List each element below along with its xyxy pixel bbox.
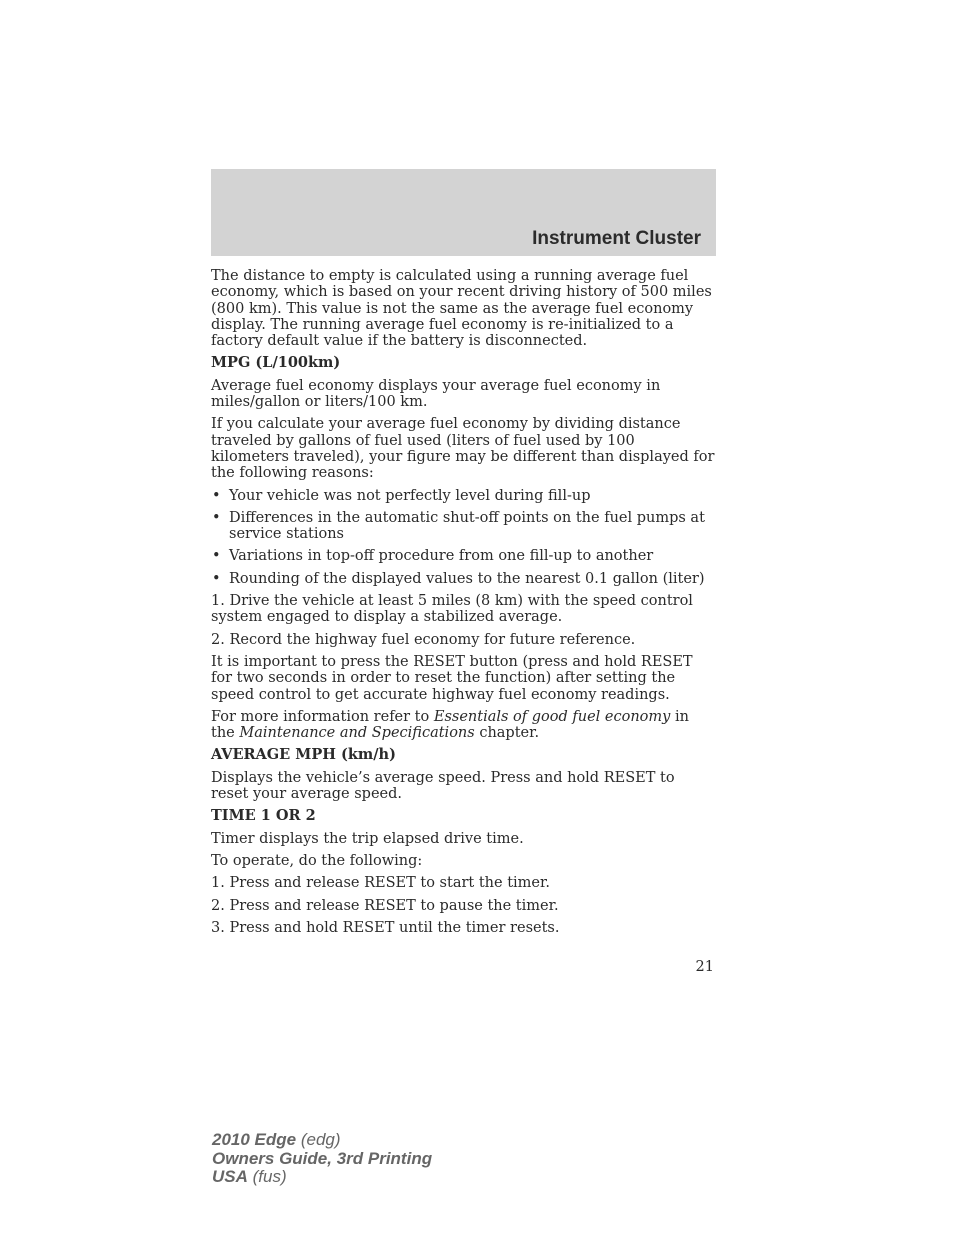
section-header-band — [211, 169, 716, 256]
list-item — [211, 548, 716, 564]
list-item-text: Rounding of the displayed values to the nearest 0.1 gallon (liter) — [229, 570, 705, 587]
more-info-middle: in the — [211, 708, 689, 742]
list-item — [211, 488, 716, 504]
page-number: 21 — [695, 959, 714, 975]
more-info-suffix: chapter. — [474, 725, 540, 742]
bullet: • — [212, 509, 221, 526]
bullet: • — [212, 570, 221, 587]
list-item-text: Differences in the automatic shut-off points on the fuel pumps at service stations — [229, 509, 705, 543]
mpg-paragraph-1: Average fuel economy displays your average fuel economy in miles/gallon or liters/100 km. — [211, 377, 661, 411]
list-item-text: Your vehicle was not perfectly level during fill-up — [229, 487, 591, 504]
footer-region-code: (fus) — [247, 1167, 287, 1186]
footer-region: USA — [212, 1167, 248, 1186]
footer-model: 2010 Edge — [212, 1130, 297, 1149]
timer-paragraph-1: Timer displays the trip elapsed drive time. — [211, 830, 524, 847]
page-content — [211, 268, 716, 942]
more-info-paragraph — [211, 709, 716, 742]
timer-heading: TIME 1 OR 2 — [211, 807, 316, 825]
footer-model-line — [212, 1131, 432, 1150]
average-speed-paragraph: Displays the vehicle’s average speed. Press and hold RESET to reset your average speed. — [211, 769, 675, 803]
more-info-reference-2: Maintenance and Specifications — [239, 725, 475, 742]
timer-step-3: 3. Press and hold RESET until the timer resets. — [211, 919, 560, 936]
bullet: • — [212, 548, 221, 565]
timer-step-1: 1. Press and release RESET to start the timer. — [211, 875, 550, 892]
section-title: Instrument Cluster — [532, 228, 701, 249]
step-1: 1. Drive the vehicle at least 5 miles (8 km) with the speed control system engaged to display a stabilized average. — [211, 593, 693, 626]
list-item-text: Variations in top-off procedure from one fill-up to another — [229, 548, 654, 565]
timer-step-2: 2. Press and release RESET to pause the timer. — [211, 897, 559, 914]
more-info-reference-1: Essentials of good fuel economy — [433, 708, 671, 725]
document-footer — [212, 1131, 432, 1187]
mpg-heading: MPG (L/100km) — [211, 354, 341, 372]
reasons-list — [211, 488, 716, 587]
footer-region-line — [212, 1168, 432, 1187]
intro-paragraph: The distance to empty is calculated using a running average fuel economy, which is based on your recent driving history of 500 miles (800 km). This value is not the same as the average fuel economy display. The running average fuel economy is re-initialized to a factory default value if the battery is disconnected. — [211, 268, 712, 350]
average-speed-heading: AVERAGE MPH (km/h) — [211, 746, 396, 764]
footer-edition: Owners Guide, 3rd Printing — [212, 1148, 433, 1168]
timer-paragraph-2: To operate, do the following: — [211, 852, 423, 869]
more-info-prefix: For more information refer to — [211, 708, 434, 725]
bullet: • — [212, 487, 221, 504]
list-item — [211, 510, 716, 543]
footer-model-code: (edg) — [296, 1130, 341, 1149]
step-2: 2. Record the highway fuel economy for future reference. — [211, 631, 636, 648]
list-item — [211, 571, 716, 587]
reset-note: It is important to press the RESET button (press and hold RESET for two seconds in order to reset the function) after setting the speed control to get accurate highway fuel economy readings. — [211, 653, 693, 703]
mpg-paragraph-2: If you calculate your average fuel economy by dividing distance traveled by gallons of fuel used (liters of fuel used by 100 kilometers traveled), your figure may be different than displayed for the following reasons: — [211, 416, 715, 482]
